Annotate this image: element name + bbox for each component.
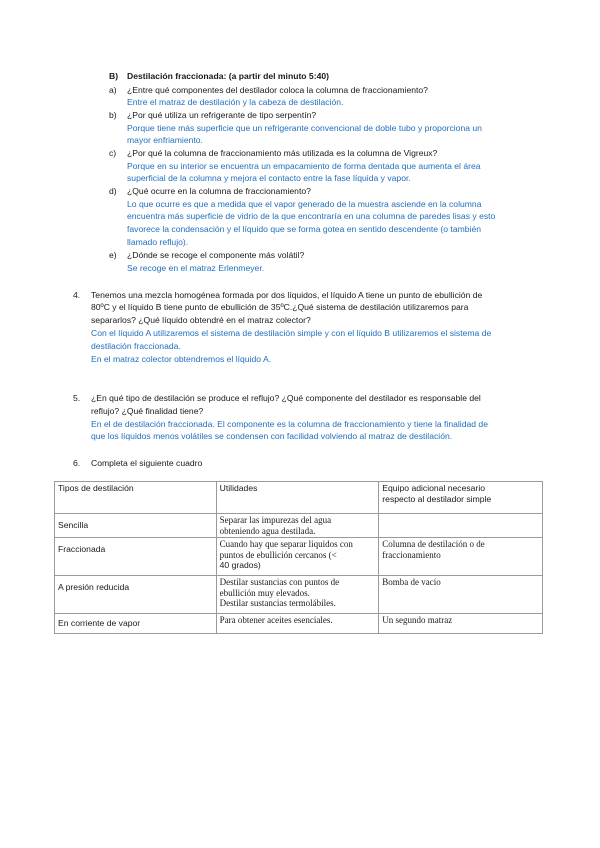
uses-cell: Destilar sustancias con puntos de ebullición muy elevados. Destilar sustancias termolábiles. bbox=[216, 576, 379, 614]
uses-cell: Separar las impurezas del agua obteniendo agua destilada. bbox=[216, 514, 379, 538]
section-b-title: Destilación fraccionada: (a partir del minuto 5:40) bbox=[127, 71, 329, 81]
header-cell: Utilidades bbox=[216, 482, 379, 514]
header-cell: Tipos de destilación bbox=[55, 482, 217, 514]
item-d-answer-line: Lo que ocurre es que a medida que el vapor generado de la muestra asciende en la columna bbox=[127, 199, 482, 209]
table-row bbox=[55, 514, 543, 538]
item-b-answer-line: mayor enfriamiento. bbox=[127, 135, 203, 145]
item-e-letter: e) bbox=[109, 250, 117, 260]
item-c-answer-line: Porque en su interior se encuentra un empacamiento de forma dentada que aumenta el área bbox=[127, 161, 481, 171]
type-cell: En corriente de vapor bbox=[55, 614, 217, 634]
item-d-answer-line: encuentra más superficie de vidrio de la que encontraría en una columna de paredes lisas y esto bbox=[127, 211, 496, 221]
q4-number: 4. bbox=[73, 290, 81, 300]
q4-answer-line: destilación fraccionada. bbox=[91, 341, 181, 351]
type-cell: Fraccionada bbox=[55, 538, 217, 576]
q4-answer-line: Con el líquido A utilizaremos el sistema de destilación simple y con el líquido B utilizaremos el sistema de bbox=[91, 328, 492, 338]
table-row bbox=[55, 576, 543, 614]
q4-text-line: Tenemos una mezcla homogénea formada por dos líquidos, el líquido A tiene un punto de ebullición de bbox=[91, 290, 483, 300]
item-a-letter: a) bbox=[109, 85, 117, 95]
equipment-cell: Un segundo matraz bbox=[379, 614, 543, 634]
item-d-letter: d) bbox=[109, 186, 117, 196]
type-cell: Sencilla bbox=[55, 514, 217, 538]
q6-text: Completa el siguiente cuadro bbox=[91, 458, 203, 468]
equipment-cell: Bomba de vacío bbox=[379, 576, 543, 614]
uses-cell: Cuando hay que separar líquidos con puntos de ebullición cercanos (< 40 grados) bbox=[216, 538, 379, 576]
table-header-row bbox=[55, 482, 543, 514]
equipment-cell: Columna de destilación o de fraccionamiento bbox=[379, 538, 543, 576]
item-a-question: ¿Entre qué componentes del destilador coloca la columna de fraccionamiento? bbox=[127, 85, 428, 95]
item-b-answer-line: Porque tiene más superficie que un refrigerante convencional de doble tubo y proporciona un bbox=[127, 123, 482, 133]
q4-text-line: 80ºC y el líquido B tiene punto de ebullición de 35ºC.¿Qué sistema de destilación utilizaremos para bbox=[91, 302, 469, 312]
header-cell: Equipo adicional necesario respecto al destilador simple bbox=[379, 482, 543, 514]
item-b-question: ¿Por qué utiliza un refrigerante de tipo serpentín? bbox=[127, 110, 317, 120]
item-c-question: ¿Por qué la columna de fraccionamiento más utilizada es la columna de Vigreux? bbox=[127, 148, 438, 158]
q4-text-line: separarlos? ¿Qué líquido obtendré en el matraz colector? bbox=[91, 315, 311, 325]
q6-number: 6. bbox=[73, 458, 81, 468]
item-c-letter: c) bbox=[109, 148, 117, 158]
item-d-answer-line: llamado reflujo). bbox=[127, 237, 189, 247]
item-e-question: ¿Dónde se recoge el componente más volátil? bbox=[127, 250, 305, 260]
item-b-letter: b) bbox=[109, 110, 117, 120]
q5-answer-line: que los líquidos menos volátiles se condensen con facilidad volviendo al matraz de destilación. bbox=[91, 431, 453, 441]
q5-text-line: reflujo? ¿Qué finalidad tiene? bbox=[91, 406, 204, 416]
equipment-cell bbox=[379, 514, 543, 538]
q4-answer-line: En el matraz colector obtendremos el líquido A. bbox=[91, 354, 272, 364]
item-d-question: ¿Qué ocurre en la columna de fraccionamiento? bbox=[127, 186, 311, 196]
table-row bbox=[55, 538, 543, 576]
item-d-answer-line: favorece la condensación y el líquido que se forma gotea en sentido descendente (o también bbox=[127, 224, 482, 234]
uses-cell: Para obtener aceites esenciales. bbox=[216, 614, 379, 634]
table-row bbox=[55, 614, 543, 634]
item-a-answer: Entre el matraz de destilación y la cabeza de destilación. bbox=[127, 97, 344, 107]
q5-text-line: ¿En qué tipo de destilación se produce el reflujo? ¿Qué componente del destilador es responsable del bbox=[91, 393, 481, 403]
type-cell: A presión reducida bbox=[55, 576, 217, 614]
item-e-answer: Se recoge en el matraz Erlenmeyer. bbox=[127, 263, 265, 273]
section-b-label: B) bbox=[109, 71, 119, 81]
item-c-answer-line: superficial de la columna y mejora el contacto entre la fase líquida y vapor. bbox=[127, 173, 411, 183]
q5-answer-line: En el de destilación fraccionada. El componente es la columna de fraccionamiento y tiene la finalidad de bbox=[91, 419, 488, 429]
q5-number: 5. bbox=[73, 393, 81, 403]
distillation-table bbox=[54, 481, 543, 634]
